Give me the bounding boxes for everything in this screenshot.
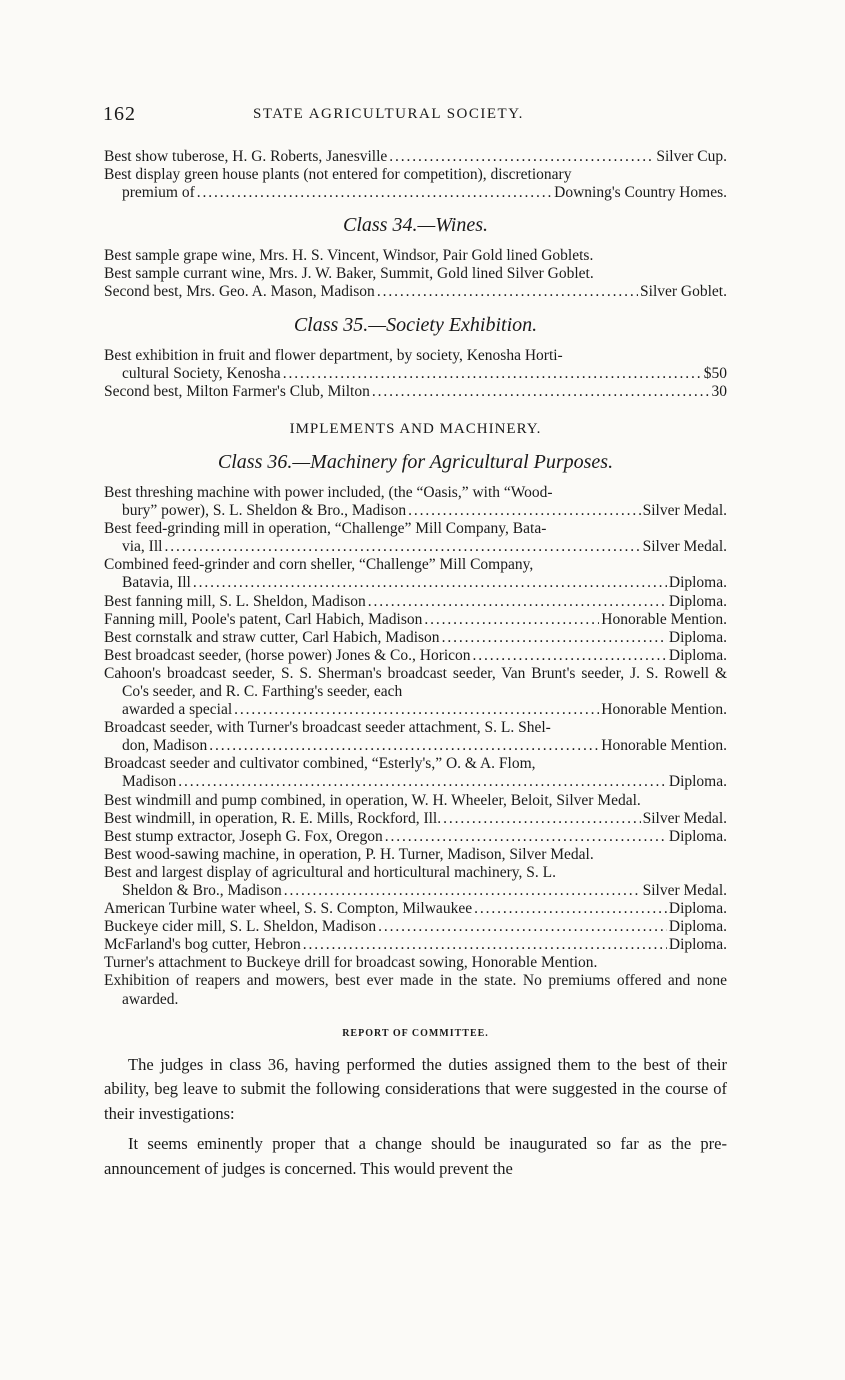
award-entry [104,864,727,900]
entry-line [104,900,727,918]
award-value: Diploma. [668,592,727,610]
award-value: Honorable Mention. [601,737,727,755]
entry-line [104,828,727,846]
dot-leader [234,701,599,719]
entry-text: Best exhibition in fruit and flower department, by society, Kenosha Horti- [104,346,563,364]
entry-text: Best and largest display of agricultural and horticultural machinery, S. L. [104,863,556,881]
award-entry [104,265,727,283]
entry-line [104,283,727,301]
award-entry [104,810,727,828]
entry-line [104,593,727,611]
report-paragraph: The judges in class 36, having performed the duties assigned them to the best of their ability, beg leave to submit the following considerations that were suggested in the course of their investigations: [104,1054,727,1123]
award-value: Diploma. [668,918,727,936]
award-entry [104,347,727,383]
entry-text: Best display green house plants (not entered for competition), discretionary [104,166,572,184]
dot-leader [424,611,599,629]
entry-continuation [104,737,727,755]
award-entry [104,900,727,918]
dot-leader [164,538,640,556]
award-entry [104,972,727,1008]
entry-text: Best fanning mill, S. L. Sheldon, Madison [104,592,366,610]
award-value: $50 [703,364,727,382]
dot-leader [178,773,667,791]
dot-leader [377,283,638,301]
entry-continuation [104,701,727,719]
award-entry [104,954,727,972]
award-entry [104,166,727,202]
award-entry [104,556,727,592]
entry-line [104,383,727,401]
award-entry [104,383,727,401]
class-35-heading: Class 35.—Society Exhibition. [293,313,538,336]
award-entry [104,719,727,755]
award-entry [104,846,727,864]
entry-text: Best sample currant wine, Mrs. J. W. Baker, Summit, Gold lined Silver Goblet. [104,265,594,283]
entry-continuation-text: bury” power), S. L. Sheldon & Bro., Madison [122,502,407,520]
entry-text: Turner's attachment to Buckeye drill for broadcast sowing, Honorable Mention. [104,954,598,972]
dot-leader [442,629,667,647]
award-entry [104,520,727,556]
award-value: Diploma. [668,773,727,791]
dot-leader [408,502,640,520]
dot-leader [284,882,641,900]
entry-text: Broadcast seeder, with Turner's broadcast seeder attachment, S. L. Shel- [104,719,551,737]
entry-text: Fanning mill, Poole's patent, Carl Habich, Madison [104,610,423,628]
dot-leader [303,936,667,954]
award-value: Silver Medal. [642,502,727,520]
dot-leader [368,593,667,611]
award-value: Diploma. [668,646,727,664]
dot-leader [385,828,667,846]
award-value: Silver Medal. [642,882,727,899]
award-entry [104,247,727,265]
entry-text: Combined feed-grinder and corn sheller, “Challenge” Mill Company, [104,556,534,574]
report-paragraph: It seems eminently proper that a change should be inaugurated so far as the pre-announcement of judges is concerned. This would prevent the [104,1134,727,1178]
class-34-entries [104,247,727,301]
entry-continuation-text: awarded a special [122,701,233,719]
entry-continuation [104,773,727,791]
dot-leader [443,810,641,828]
entry-text: Exhibition of reapers and mowers, best ever made in the state. No premiums offered and none awarded. [104,972,727,1008]
dot-leader [378,918,667,936]
class-36-entries [104,484,727,1009]
top-entries [104,148,727,202]
award-entry [104,792,727,810]
entry-line [104,629,727,647]
dot-leader [197,184,552,202]
entry-text: Best sample grape wine, Mrs. H. S. Vincent, Windsor, Pair Gold lined Goblets. [104,247,594,265]
award-entry [104,755,727,791]
award-entry [104,148,727,166]
award-value: Honorable Mention. [601,701,727,719]
award-value: Silver Cup. [656,148,727,165]
entry-text: Best cornstalk and straw cutter, Carl Habich, Madison [104,628,440,646]
award-entry [104,936,727,954]
report-heading: REPORT OF COMMITTEE. [342,1027,489,1039]
entry-continuation-text: cultural Society, Kenosha [122,364,281,382]
entry-line [104,148,727,166]
entry-text: McFarland's bog cutter, Hebron [104,936,301,954]
entry-text: Best windmill, in operation, R. E. Mills, Rockford, Ill. [104,809,442,827]
award-entry [104,828,727,846]
award-entry [104,647,727,665]
entry-text: Best stump extractor, Joseph G. Fox, Oregon [104,827,383,845]
award-entry [104,611,727,629]
entry-line [104,810,727,828]
dot-leader [389,148,654,166]
entry-text: Buckeye cider mill, S. L. Sheldon, Madison [104,918,377,936]
entry-continuation [104,502,727,520]
entry-text: Best windmill and pump combined, in operation, W. H. Wheeler, Beloit, Silver Medal. [104,791,641,809]
entry-text: Second best, Mrs. Geo. A. Mason, Madison [104,283,375,301]
award-value: Diploma. [668,827,727,845]
award-value: Diploma. [668,574,727,592]
award-value: Diploma. [668,900,727,918]
entry-continuation [104,538,727,556]
award-entry [104,918,727,936]
entry-continuation-text: premium of [122,184,195,202]
award-value: Honorable Mention. [601,610,727,628]
entry-continuation [104,365,727,383]
entry-line [104,918,727,936]
entry-text: Best broadcast seeder, (horse power) Jones & Co., Horicon [104,646,471,664]
entry-continuation-text: Batavia, Ill [122,574,191,592]
class-35-entries [104,347,727,401]
running-title: STATE AGRICULTURAL SOCIETY. [253,106,524,122]
entry-continuation [104,882,727,900]
section-heading: IMPLEMENTS AND MACHINERY. [289,420,542,437]
entry-continuation [104,574,727,592]
dot-leader [372,383,710,401]
award-entry [104,593,727,611]
entry-text: Best threshing machine with power included, (the “Oasis,” with “Wood- [104,483,553,501]
entry-text: American Turbine water wheel, S. S. Compton, Milwaukee [104,900,473,918]
class-34-heading: Class 34.—Wines. [342,214,489,237]
entry-continuation-text: don, Madison [122,737,208,755]
page-number: 162 [103,103,136,125]
dot-leader [193,574,667,592]
award-entry [104,484,727,520]
page-body [104,148,727,1187]
award-entry [104,283,727,301]
award-value: Diploma. [668,628,727,646]
entry-continuation [104,184,727,202]
award-value: 30 [711,382,727,400]
award-value: Silver Medal. [642,538,727,556]
entry-continuation-text: Madison [122,773,177,791]
award-value: Diploma. [668,936,727,954]
entry-line [104,936,727,954]
dot-leader [283,365,702,383]
award-value: Silver Medal. [642,809,727,827]
entry-text: Best feed-grinding mill in operation, “Challenge” Mill Company, Bata- [104,520,547,538]
entry-line [104,611,727,629]
entry-continuation-text: via, Ill [122,538,163,556]
dot-leader [209,737,599,755]
entry-continuation-text: Sheldon & Bro., Madison [122,882,282,899]
entry-text: Best wood-sawing machine, in operation, P. H. Turner, Madison, Silver Medal. [104,845,594,863]
award-value: Silver Goblet. [640,283,727,301]
entry-text: Cahoon's broadcast seeder, S. S. Sherman's broadcast seeder, Van Brunt's seeder, J. S. Rowell & Co's seeder, and R. C. Farthing's seeder, each [104,664,727,700]
entry-line [104,647,727,665]
dot-leader [474,900,667,918]
award-entry [104,629,727,647]
report-text [104,1053,727,1182]
award-value: Downing's Country Homes. [554,184,727,202]
entry-text: Broadcast seeder and cultivator combined, “Esterly's,” O. & A. Flom, [104,755,536,773]
entry-text: Second best, Milton Farmer's Club, Milton [104,382,370,400]
award-entry [104,665,727,719]
entry-text: Best show tuberose, H. G. Roberts, Janesville [104,148,388,165]
dot-leader [473,647,667,665]
class-36-heading: Class 36.—Machinery for Agricultural Purposes. [217,450,614,473]
